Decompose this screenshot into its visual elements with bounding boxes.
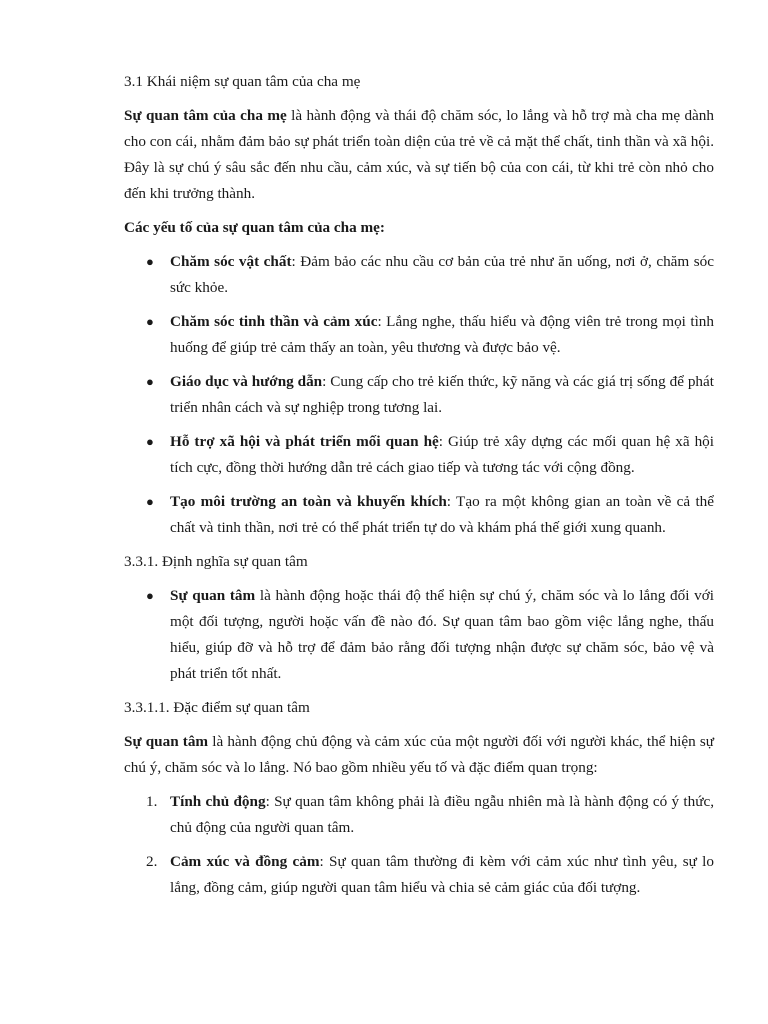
factors-heading: Các yếu tố của sự quan tâm của cha mẹ: — [124, 219, 385, 236]
list-item-title: Tính chủ động — [170, 793, 266, 810]
list-item — [146, 369, 714, 421]
section-heading-3-3-1-1: 3.3.1.1. Đặc điểm sự quan tâm — [124, 699, 310, 716]
bullet-icon: ● — [146, 494, 154, 509]
bullet-icon: ● — [146, 374, 154, 389]
section-heading-3-3-1: 3.3.1. Định nghĩa sự quan tâm — [124, 553, 308, 570]
list-item-title: Hỗ trợ xã hội và phát triển mối quan hệ — [170, 433, 439, 450]
list-item — [146, 309, 714, 361]
list-item — [146, 849, 714, 901]
intro-text: là hành động chủ động và cảm xúc của một người đối với người khác, thể hiện sự chú ý, chăm sóc và lo lắng. Nó bao gồm nhiều yếu tố và đặc điểm quan trọng: — [124, 733, 715, 776]
definition-term: Sự quan tâm của cha mẹ — [124, 107, 287, 124]
list-item-title: Chăm sóc tinh thần và cảm xúc — [170, 313, 378, 330]
list-item-title: Sự quan tâm — [170, 587, 256, 604]
list-item-text: : Cung cấp cho trẻ kiến thức, kỹ năng và các giá trị sống để phát triển nhân cách và sự nghiệp trong tương lai. — [170, 373, 714, 416]
bullet-icon: ● — [146, 588, 154, 603]
list-item — [146, 429, 714, 481]
list-item — [146, 583, 714, 687]
list-item-title: Cảm xúc và đồng cảm — [170, 853, 320, 870]
definition-text: là hành động và thái độ chăm sóc, lo lắng và hỗ trợ mà cha mẹ dành cho con cái, nhằm đảm bảo sự phát triển toàn diện của trẻ về cả mặt thể chất, tinh thần và xã hội. Đây là sự chú ý sâu sắc đến nhu cầu, cảm xúc, và sự tiến bộ của con cái, từ khi trẻ còn nhỏ cho đến khi trưởng thành. — [124, 107, 714, 202]
list-item-title: Chăm sóc vật chất — [170, 253, 292, 270]
list-item — [146, 789, 714, 841]
list-item-text: : Sự quan tâm không phải là điều ngẫu nhiên mà là hành động có ý thức, chủ động của người quan tâm. — [170, 793, 714, 836]
list-item-title: Tạo môi trường an toàn và khuyến khích — [170, 493, 447, 510]
list-item-text: là hành động hoặc thái độ thể hiện sự chú ý, chăm sóc và lo lắng đối với một đối tượng, người hoặc vấn đề nào đó. Sự quan tâm bao gồm việc lắng nghe, thấu hiểu, giúp đỡ và hỗ trợ để đảm bảo rằng đối tượng nhận được sự chăm sóc, bảo vệ và phát triển tốt nhất. — [170, 587, 714, 682]
list-number: 1. — [146, 793, 158, 810]
intro-term: Sự quan tâm — [124, 733, 209, 750]
list-item — [146, 489, 714, 541]
section-heading-3-1: 3.1 Khái niệm sự quan tâm của cha mẹ — [124, 73, 361, 90]
list-item-text: : Tạo ra một không gian an toàn về cả thể chất và tinh thần, nơi trẻ có thể phát triển tự do và khám phá thế giới xung quanh. — [170, 493, 714, 536]
traits-list — [124, 789, 714, 901]
list-item-text: : Lắng nghe, thấu hiểu và động viên trẻ trong mọi tình huống để giúp trẻ cảm thấy an toàn, yêu thương và được bảo vệ. — [170, 313, 714, 356]
care-characteristics-intro — [124, 729, 714, 781]
list-item-text: : Giúp trẻ xây dựng các mối quan hệ xã hội tích cực, đồng thời hướng dẫn trẻ cách giao tiếp và tương tác với cộng đồng. — [170, 433, 714, 476]
bullet-icon: ● — [146, 434, 154, 449]
list-item-text: : Đảm bảo các nhu cầu cơ bản của trẻ như ăn uống, nơi ở, chăm sóc sức khỏe. — [170, 253, 714, 296]
list-item-text: : Sự quan tâm thường đi kèm với cảm xúc như tình yêu, sự lo lắng, đồng cảm, giúp người quan tâm hiểu và chia sẻ cảm giác của đối tượng. — [170, 853, 714, 896]
definition-list — [124, 583, 714, 687]
bullet-icon: ● — [146, 254, 154, 269]
list-number: 2. — [146, 853, 158, 870]
factors-list — [124, 249, 714, 541]
list-item-title: Giáo dục và hướng dẫn — [170, 373, 323, 390]
list-item — [146, 249, 714, 301]
bullet-icon: ● — [146, 314, 154, 329]
parental-care-definition — [124, 103, 714, 207]
